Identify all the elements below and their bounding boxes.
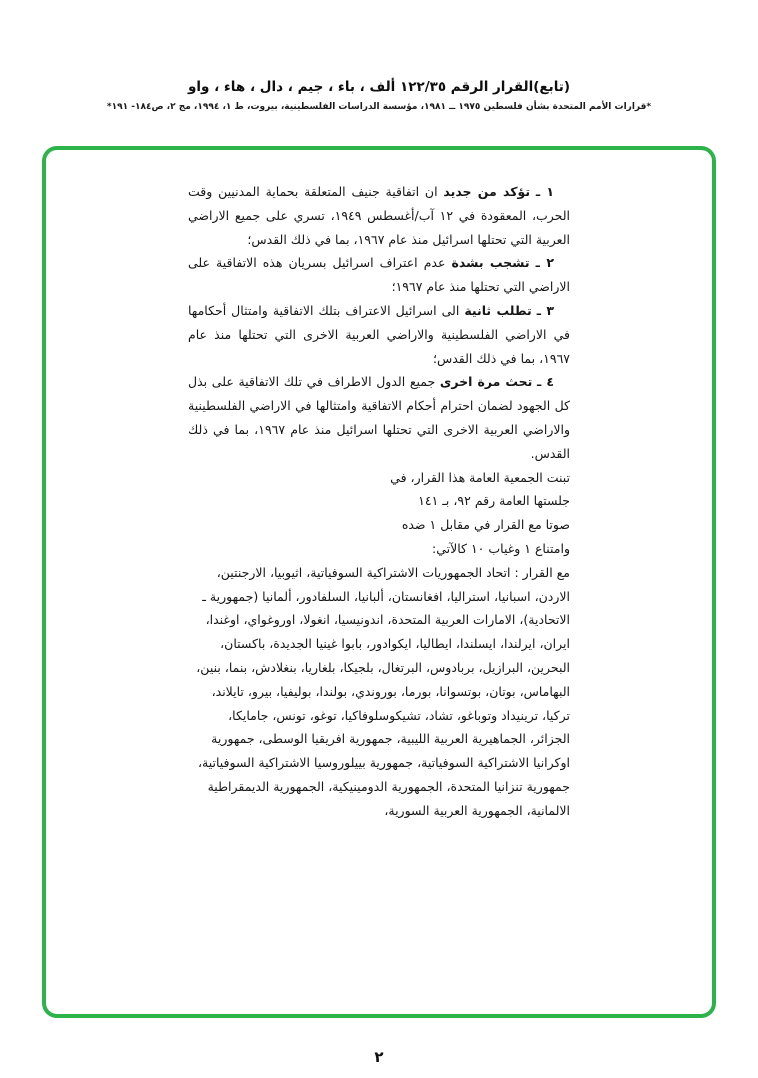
page-number: ٢	[374, 1048, 384, 1066]
clause-3-text: الى اسرائيل الاعتراف بتلك الاتفاقية وامتثال أحكامها في الاراضي الفلسطينية والاراضي العربية الاخرى التي تحتلها منذ عام ١٩٦٧، بما في ذلك القدس؛	[188, 302, 570, 366]
adoption-line-1: تبنت الجمعية العامة هذا القرار، في	[390, 469, 570, 485]
clause-2-lead: تشجب بشدة	[451, 255, 530, 271]
clause-2-text: عدم اعتراف اسرائيل بسريان هذه الاتفاقية على الاراضي التي تحتلها منذ عام ١٩٦٧؛	[188, 255, 570, 295]
page-footer	[0, 1047, 758, 1066]
adoption-note	[246, 466, 570, 561]
source-citation: *قرارات الأمم المتحدة بشأن فلسطين ١٩٧٥ ــ ١٩٨١، مؤسسة الدراسات الفلسطينية، بيروت، ط ١، ١٩٩٤، مج ٢، ص١٨٤- ١٩١*	[106, 102, 652, 112]
clause-1-text: ان اتفاقية جنيف المتعلقة بحماية المدنيين وقت الحرب، المعقودة في ١٢ آب/أغسطس ١٩٤٩، تسري على جميع الاراضي العربية التي تحتلها اسرائيل منذ عام ١٩٦٧، بما في ذلك القدس؛	[188, 184, 570, 247]
vote-for-countries: اتحاد الجمهوريات الاشتراكية السوفياتية، اثيوبيا، الارجنتين، الاردن، اسبانيا، استراليا، افغانستان، ألبانيا، السلفادور، ألمانيا (جمهورية ـ الاتحادية)، الامارات العربية المتحدة، اندونيسيا، انغولا، اوروغواي، اوغندا، ايران، ايرلندا، ايسلندا، ايطاليا، ايكوادور، بابوا غينيا الجديدة، باكستان، البحرين، البرازيل، بربادوس، البرتغال، بلجيكا، بلغاريا، بنغلادش، بنما، بنين، البهاماس، بوتان، بوتسوانا، بورما، بوروندي، بولندا، بوليفيا، بيرو، تايلاند، تركيا، ترينيداد وتوباغو، تشاد، تشيكوسلوفاكيا، توغو، تونس، جامايكا، الجزائر، الجماهيرية العربية الليبية، جمهورية افريقيا الوسطى، جمهورية اوكرانيا الاشتراكية السوفياتية، جمهورية بييلوروسيا الاشتراكية السوفياتية، جمهورية تنزانيا المتحدة، الجمهورية الدومينيكية، الجمهورية الديمقراطية الالمانية، الجمهورية العربية السورية،	[196, 564, 570, 818]
clause-1	[188, 180, 570, 251]
clause-3-lead: تطلب ثانية	[464, 302, 532, 318]
content-frame	[42, 146, 716, 1018]
adoption-line-4: وامتناع ١ وغياب ١٠ كالآتي:	[431, 540, 570, 556]
resolution-title: (تابع)القرار الرقم ١٢٢/٣٥ ألف ، باء ، جيم ، دال ، هاء ، واو	[187, 79, 571, 95]
clause-3-number: ٣ ـ	[536, 302, 555, 318]
vote-for-list	[188, 561, 570, 823]
clause-4-number: ٤ ـ	[537, 374, 554, 390]
clause-4-lead: تحث مرة اخرى	[439, 374, 533, 390]
clause-1-lead: تؤكد من جديد	[443, 184, 531, 199]
clause-2-number: ٢ ـ	[535, 255, 554, 271]
resolution-body	[46, 150, 712, 823]
clause-1-number: ١ ـ	[535, 184, 554, 199]
adoption-line-2: جلستها العامة رقم ٩٢، بـ ١٤١	[418, 493, 570, 509]
clause-2	[188, 251, 570, 299]
page-header	[0, 79, 758, 112]
adoption-line-3: صوتا مع القرار في مقابل ١ ضده	[401, 517, 570, 533]
clause-4	[188, 370, 570, 465]
clause-4-text: جميع الدول الاطراف في تلك الاتفاقية على بذل كل الجهود لضمان احترام أحكام الاتفاقية وامتثالها في الاراضي الفلسطينية والاراضي العربية الاخرى التي تحتلها اسرائيل منذ عام ١٩٦٧، بما في ذلك القدس.	[188, 374, 570, 461]
clause-3	[188, 299, 570, 370]
vote-for-label: مع القرار :	[514, 564, 570, 580]
